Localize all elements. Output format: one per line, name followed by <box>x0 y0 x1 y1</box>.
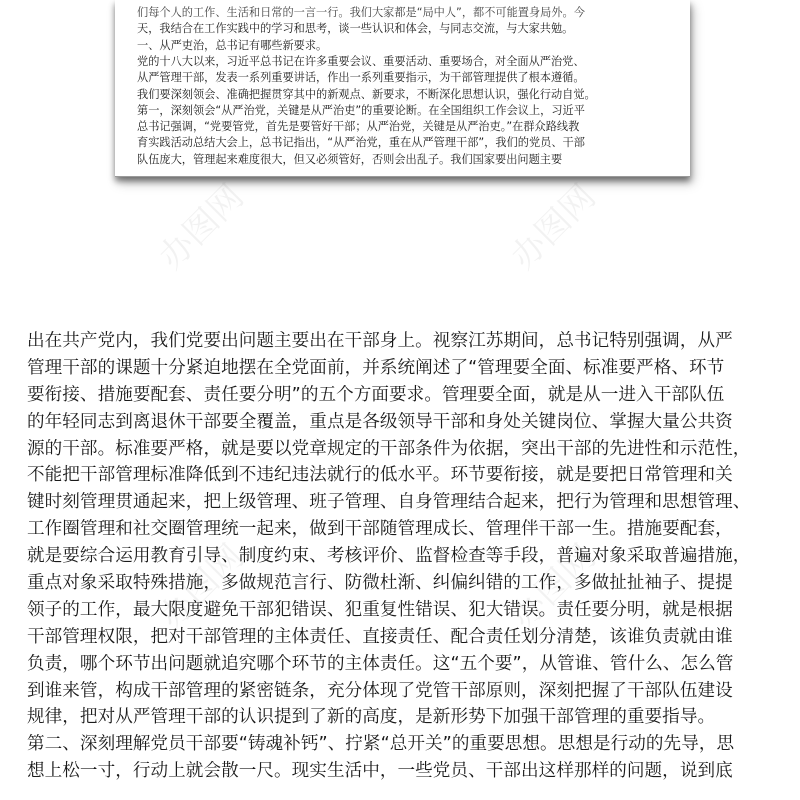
body-line: 重点对象采取特殊措施，多做规范言行、防微杜渐、纠偏纠错的工作，多做扯扯袖子、提提 <box>27 573 733 594</box>
document-body-text <box>27 328 777 785</box>
preview-line: 我们要深刻领会、准确把握贯穿其中的新观点、新要求，不断深化思想认识，强化行动自觉。 <box>137 87 596 101</box>
preview-line: 天，我结合在工作实践中的学习和思考，谈一些认识和体会，与同志交流，与大家共勉。 <box>137 22 574 36</box>
body-line: 的年轻同志到离退休干部要全覆盖，重点是各级领导干部和身处关键岗位、掌握大量公共资 <box>27 411 733 432</box>
preview-line: 总书记强调，“党要管党，首先是要管好干部；从严治党，关键是从严治吏。”在群众路线教 <box>137 120 580 134</box>
body-line: 管理干部的课题十分紧迫地摆在全党面前，并系统阐述了“管理要全面、标准要严格、环节 <box>27 357 725 378</box>
body-line: 干部管理权限，把对干部管理的主体责任、直接责任、配合责任划分清楚，该谁负责就由谁 <box>27 626 733 647</box>
body-line: 就是要综合运用教育引导、制度约束、考核评价、监督检查等手段，普遍对象采取普遍措施， <box>27 546 751 567</box>
body-line: 规律，把对从严管理干部的认识提到了新的高度，是新形势下加强干部管理的重要指导。 <box>27 707 716 728</box>
preview-line: 育实践活动总结大会上，总书记指出，“从严治党，重在从严管理干部”，我们的党员、干部 <box>137 136 585 150</box>
preview-line: 一、从严吏治，总书记有哪些新要求。 <box>137 38 328 52</box>
watermark: 办图网 <box>503 176 604 278</box>
body-line: 第二、深刻理解党员干部要“铸魂补钙”、拧紧“总开关”的重要思想。思想是行动的先导，思 <box>27 734 735 755</box>
body-line: 领子的工作，最大限度避免干部犯错误、犯重复性错误、犯大错误。责任要分明，就是根据 <box>27 599 733 620</box>
body-line: 不能把干部管理标准降低到不违纪违法就行的低水平。环节要衔接，就是要把日常管理和关 <box>27 465 733 486</box>
body-line: 要衔接、措施要配套、责任要分明”的五个方面要求。管理要全面，就是从一进入干部队伍 <box>27 384 725 405</box>
watermark: 办图网 <box>503 536 604 638</box>
body-line: 键时刻管理贯通起来，把上级管理、班子管理、自身管理结合起来，把行为管理和思想管理、 <box>27 492 751 513</box>
body-line: 想上松一寸，行动上就会散一尺。现实生活中，一些党员、干部出这样那样的问题，说到底 <box>27 761 733 782</box>
document-preview-card <box>115 0 690 177</box>
body-line: 工作圈管理和社交圈管理统一起来，做到干部随管理成长、管理伴干部一生。措施要配套， <box>27 519 733 540</box>
body-line: 负责，哪个环节出问题就追究哪个环节的主体责任。这“五个要”，从管谁、管什么、怎么管 <box>27 653 734 674</box>
preview-line: 第一，深刻领会“从严治党，关键是从严治吏”的重要论断。在全国组织工作会议上，习近平 <box>137 103 585 117</box>
preview-line: 队伍庞大，管理起来难度很大，但又必须管好，否则会出乱子。我们国家要出问题主要 <box>137 152 563 166</box>
body-line: 源的干部。标准要严格，就是要以党章规定的干部条件为依据，突出干部的先进性和示范性， <box>27 438 751 459</box>
body-line: 出在共产党内，我们党要出问题主要出在干部身上。视察江苏期间，总书记特别强调，从严 <box>27 331 733 351</box>
preview-line: 党的十八大以来，习近平总书记在许多重要会议、重要活动、重要场合，对全面从严治党、 <box>137 54 585 68</box>
body-line: 到谁来管，构成干部管理的紧密链条，充分体现了党管干部原则，深刻把握了干部队伍建设 <box>27 680 733 701</box>
preview-line: 从严管理干部，发表一系列重要讲话，作出一系列重要指示，为干部管理提供了根本遵循。 <box>137 71 585 85</box>
watermark: 办图网 <box>151 536 252 638</box>
watermark: 办图网 <box>151 176 252 278</box>
preview-line: 们每个人的工作、生活和日常的一言一行。我们大家都是“局中人”，都不可能置身局外。今 <box>137 6 585 20</box>
preview-text <box>115 5 690 168</box>
